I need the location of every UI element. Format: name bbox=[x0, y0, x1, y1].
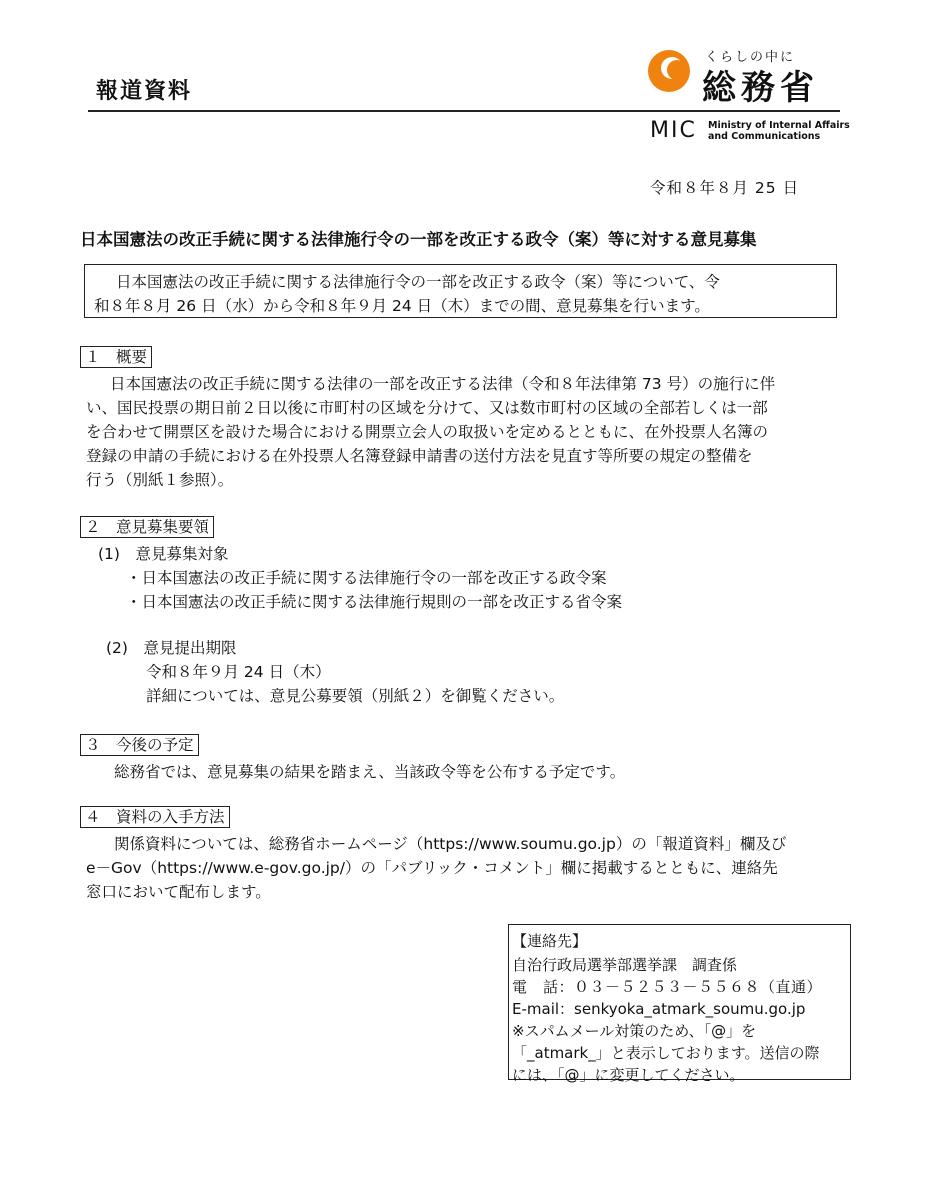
section-1-text-line: 日本国憲法の改正手続に関する法律の一部を改正する法律（令和８年法律第 73 号）の施行に伴 bbox=[110, 375, 776, 393]
release-date: 令和８年８月 25 日 bbox=[650, 179, 800, 197]
section-1-text-line: い、国民投票の期日前２日以後に市町村の区域を分けて、又は数市町村の区域の全部若しくは一部 bbox=[86, 399, 768, 417]
contact-department: 自治行政局選挙部選挙課 調査係 bbox=[512, 956, 738, 974]
contact-note-line: には、「@」に変更してください。 bbox=[512, 1066, 745, 1084]
section-4-heading: ４ 資料の入手方法 bbox=[80, 806, 230, 828]
section-1-text-line: 登録の申請の手続における在外投票人名簿登録申請書の送付方法を見直す等所要の規定の整備を bbox=[86, 447, 753, 465]
contact-note-line: ※スパムメール対策のため、「@」を bbox=[512, 1022, 757, 1040]
section-4-text-line: e－Gov（https://www.e-gov.go.jp/）の「パブリック・コメント」欄に掲載するとともに、連絡先 bbox=[86, 859, 778, 877]
document-title: 日本国憲法の改正手続に関する法律施行令の一部を改正する政令（案）等に対する意見募集 bbox=[80, 230, 757, 249]
contact-email: E-mail：senkyoka_atmark_soumu.go.jp bbox=[512, 1000, 806, 1018]
mic-full-name-line2: and Communications bbox=[708, 131, 821, 142]
section-1-text-line: を合わせて開票区を設けた場合における開票立会人の取扱いを定めるとともに、在外投票人名簿の bbox=[86, 423, 769, 441]
logo-name: 総務省 bbox=[702, 68, 819, 108]
subsection-1-label: (1) 意見募集対象 bbox=[98, 545, 229, 563]
contact-label: 【連絡先】 bbox=[512, 932, 588, 950]
section-3-text-line: 総務省では、意見募集の結果を踏まえ、当該政令等を公布する予定です。 bbox=[114, 763, 626, 781]
contact-phone: 電 話：０３－５２５３－５５６８（直通） bbox=[512, 978, 823, 996]
section-4-text-line: 関係資料については、総務省ホームページ（https://www.soumu.go.jp）の「報道資料」欄及び bbox=[114, 835, 787, 853]
section-1-heading: １ 概要 bbox=[80, 346, 152, 368]
logo-tagline: くらしの中に bbox=[705, 50, 796, 65]
section-2-heading: ２ 意見募集要領 bbox=[80, 516, 214, 538]
press-release-label: 報道資料 bbox=[96, 79, 193, 104]
deadline-details: 詳細については、意見公募要領（別紙２）を御覧ください。 bbox=[146, 687, 565, 705]
deadline-date: 令和８年９月 24 日（木） bbox=[146, 663, 331, 681]
section-4-text-line: 窓口において配布します。 bbox=[86, 883, 271, 901]
section-1-text-line: 行う（別紙１参照）。 bbox=[86, 471, 234, 489]
contact-note-line: 「_atmark_」と表示しております。送信の際 bbox=[512, 1044, 820, 1062]
summary-line-2: 和８年８月 26 日（水）から令和８年９月 24 日（木）までの間、意見募集を行います。 bbox=[94, 297, 710, 315]
logo-mark-core bbox=[667, 60, 687, 80]
mic-full-name-line1: Ministry of Internal Affairs bbox=[708, 120, 850, 131]
target-item: ・日本国憲法の改正手続に関する法律施行規則の一部を改正する省令案 bbox=[126, 593, 623, 611]
summary-line-1: 日本国憲法の改正手続に関する法律施行令の一部を改正する政令（案）等について、令 bbox=[116, 273, 720, 291]
mic-abbr: MIC bbox=[650, 118, 697, 143]
section-3-heading: ３ 今後の予定 bbox=[80, 734, 199, 756]
target-item: ・日本国憲法の改正手続に関する法律施行令の一部を改正する政令案 bbox=[126, 569, 607, 587]
subsection-2-label: (2) 意見提出期限 bbox=[106, 639, 237, 657]
header-divider bbox=[88, 110, 840, 112]
